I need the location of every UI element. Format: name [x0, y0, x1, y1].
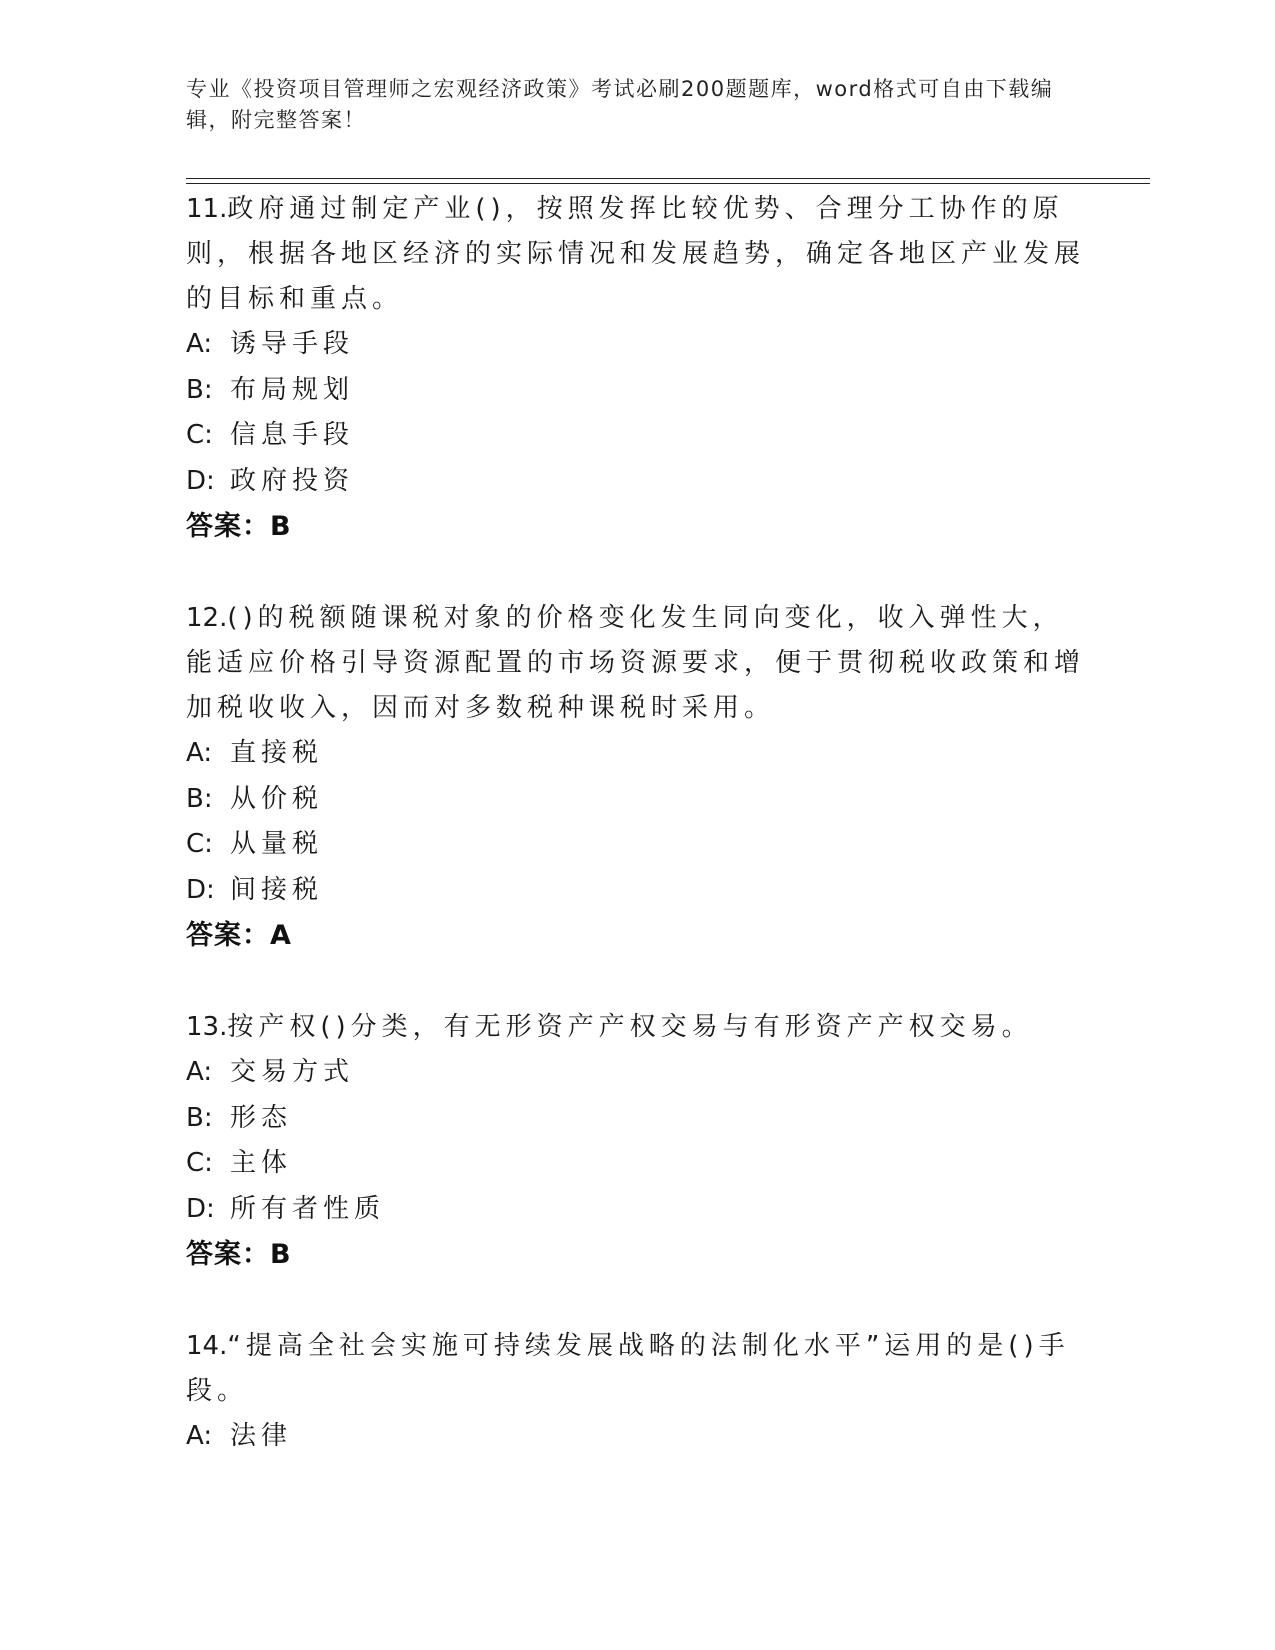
question-spacer	[186, 959, 1086, 1005]
option-text: 交易方式	[230, 1057, 355, 1087]
option-key: A:	[186, 1421, 213, 1451]
option-key: B:	[186, 374, 213, 405]
option-key: C:	[186, 1148, 213, 1178]
option-c	[186, 822, 1086, 868]
document-header: 专业《投资项目管理师之宏观经济政策》考试必刷200题题库，word格式可自由下载编辑，附完整答案！	[186, 77, 1054, 132]
answer-line: 答案：B	[186, 1239, 292, 1270]
option-text: 直接税	[230, 738, 324, 768]
option-text: 主体	[230, 1148, 293, 1178]
question-body: “提高全社会实施可持续发展战略的法制化水平”运用的是()手段。	[186, 1331, 1070, 1406]
question-body: 按产权()分类，有无形资产产权交易与有形资产产权交易。	[227, 1012, 1033, 1042]
question-14	[186, 1324, 1086, 1460]
option-key: A:	[186, 1057, 213, 1087]
question-text	[186, 596, 1086, 731]
option-a	[186, 1414, 1086, 1460]
option-b	[186, 1096, 1086, 1142]
option-b	[186, 777, 1086, 823]
option-key: C:	[186, 829, 213, 859]
option-d	[186, 1187, 1086, 1233]
option-text: 从价税	[230, 783, 324, 814]
option-d	[186, 868, 1086, 914]
question-13	[186, 1005, 1086, 1278]
option-text: 间接税	[230, 874, 324, 905]
option-c	[186, 1141, 1086, 1187]
question-body: ()的税额随课税对象的价格变化发生同向变化，收入弹性大，能适应价格引导资源配置的市场资源要求，便于贯彻税收政策和增加税收收入，因而对多数税种课税时采用。	[186, 603, 1086, 723]
question-number: 12.	[186, 603, 228, 633]
option-key: C:	[186, 420, 213, 450]
question-list	[186, 187, 1086, 1460]
option-a	[186, 322, 1086, 368]
question-text	[186, 1005, 1086, 1050]
question-spacer	[186, 550, 1086, 596]
question-12	[186, 596, 1086, 959]
option-text: 信息手段	[230, 420, 355, 450]
question-11	[186, 187, 1086, 550]
option-key: D:	[186, 1193, 215, 1224]
header-rule-bottom	[186, 183, 1150, 184]
header-rule-top	[186, 178, 1150, 179]
question-number: 11.	[186, 194, 228, 224]
option-a	[186, 1050, 1086, 1096]
option-key: D:	[186, 465, 215, 496]
option-d	[186, 459, 1086, 505]
question-number: 13.	[186, 1012, 228, 1042]
option-text: 形态	[230, 1102, 293, 1133]
option-key: B:	[186, 1102, 213, 1133]
option-text: 从量税	[230, 829, 324, 859]
question-spacer	[186, 1278, 1086, 1324]
option-text: 诱导手段	[230, 329, 355, 359]
option-text: 法律	[230, 1421, 293, 1451]
option-text: 布局规划	[230, 374, 355, 405]
answer-line: 答案：B	[186, 511, 292, 542]
answer-line: 答案：A	[186, 920, 292, 951]
question-body: 政府通过制定产业()，按照发挥比较优势、合理分工协作的原则，根据各地区经济的实际情况和发展趋势，确定各地区产业发展的目标和重点。	[186, 194, 1086, 314]
option-text: 所有者性质	[230, 1193, 386, 1224]
option-c	[186, 413, 1086, 459]
option-key: A:	[186, 738, 213, 768]
option-text: 政府投资	[230, 465, 355, 496]
question-number: 14.	[186, 1331, 228, 1361]
option-key: D:	[186, 874, 215, 905]
option-a	[186, 731, 1086, 777]
question-text	[186, 1324, 1086, 1414]
option-key: A:	[186, 329, 213, 359]
option-key: B:	[186, 783, 213, 814]
option-b	[186, 368, 1086, 414]
question-text	[186, 187, 1086, 322]
